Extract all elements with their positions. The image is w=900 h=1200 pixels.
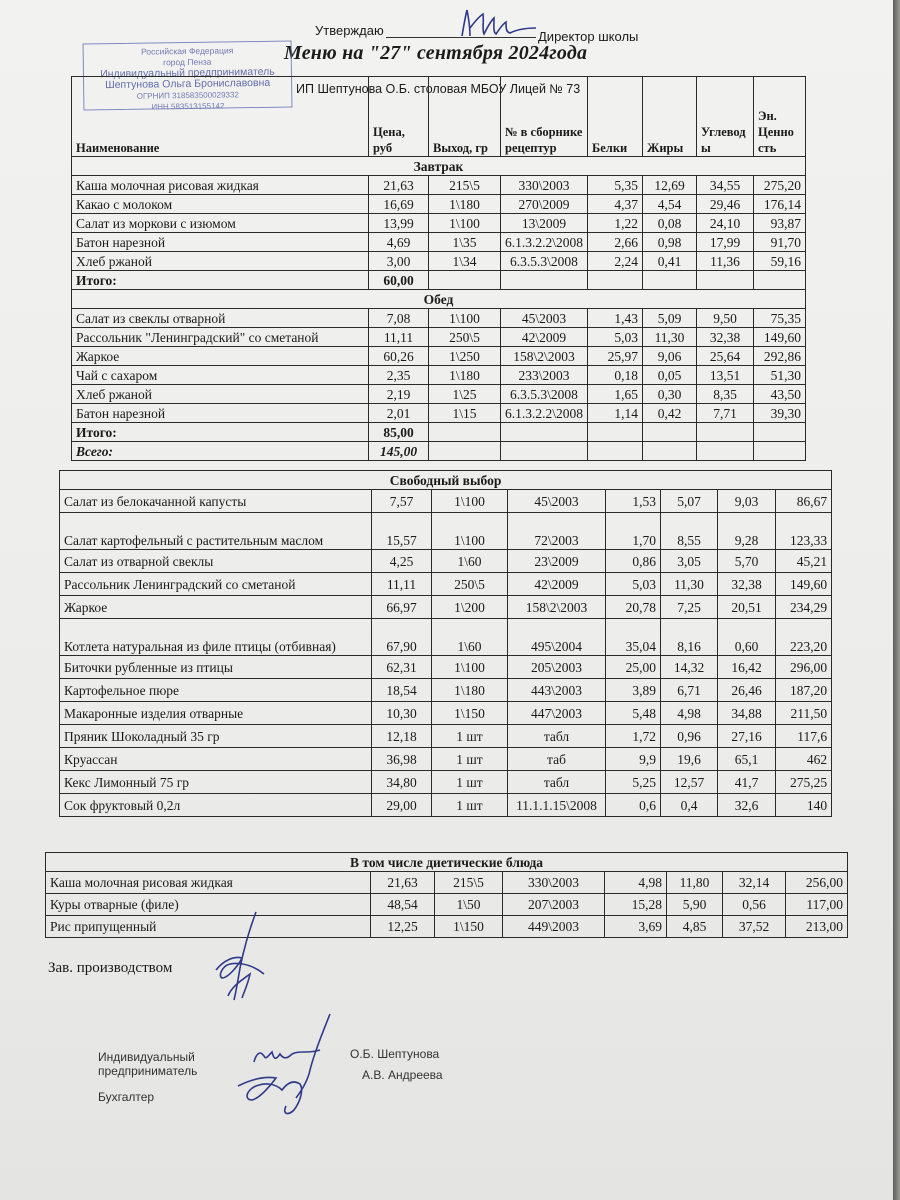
breakfast-row xyxy=(72,252,806,271)
stamp-line: Индивидуальный предприниматель xyxy=(100,65,275,81)
yield: 1\150 xyxy=(432,702,508,725)
carbs: 17,99 xyxy=(697,233,754,252)
section-free-choice: Свободный выбор xyxy=(60,471,832,490)
energy: 93,87 xyxy=(754,214,806,233)
energy: 45,21 xyxy=(776,550,832,573)
lunch-row xyxy=(72,404,806,423)
carbs: 32,38 xyxy=(718,573,776,596)
director-label: Директор школы xyxy=(538,29,639,44)
energy: 39,30 xyxy=(754,404,806,423)
item-name: Салат из отварной свеклы xyxy=(60,550,372,573)
carbs: 25,64 xyxy=(697,347,754,366)
item-name: Жаркое xyxy=(60,596,372,619)
energy: 211,50 xyxy=(776,702,832,725)
item-name: Кекс Лимонный 75 гр xyxy=(60,771,372,794)
protein: 5,03 xyxy=(606,573,661,596)
free-choice-row xyxy=(60,794,832,817)
item-name: Пряник Шоколадный 35 гр xyxy=(60,725,372,748)
production-signature-icon xyxy=(198,908,273,1003)
fat: 11,30 xyxy=(643,328,697,347)
fat: 0,96 xyxy=(661,725,718,748)
price: 15,57 xyxy=(372,513,432,550)
protein: 35,04 xyxy=(606,619,661,656)
header-protein: Белки xyxy=(588,77,643,157)
energy: 223,20 xyxy=(776,619,832,656)
yield: 1\25 xyxy=(429,385,501,404)
yield: 1\180 xyxy=(429,195,501,214)
lunch-row xyxy=(72,328,806,347)
carbs: 9,50 xyxy=(697,309,754,328)
item-name: Каша молочная рисовая жидкая xyxy=(72,176,369,195)
yield: 1\180 xyxy=(432,679,508,702)
menu-table-diet xyxy=(45,852,848,938)
item-name: Какао с молоком xyxy=(72,195,369,214)
header-energy: Эн. Ценно сть xyxy=(754,77,806,157)
fat: 12,57 xyxy=(661,771,718,794)
fat: 5,90 xyxy=(667,894,723,916)
total-row xyxy=(72,271,806,290)
page-edge-shadow xyxy=(893,0,900,1200)
recipe-number: 207\2003 xyxy=(503,894,605,916)
director-signature-icon xyxy=(448,6,538,40)
grand-total-row xyxy=(72,442,806,461)
price: 3,00 xyxy=(369,252,429,271)
protein: 2,24 xyxy=(588,252,643,271)
protein: 1,72 xyxy=(606,725,661,748)
carbs: 32,14 xyxy=(723,872,786,894)
carbs: 11,36 xyxy=(697,252,754,271)
protein: 5,25 xyxy=(606,771,661,794)
protein: 3,89 xyxy=(606,679,661,702)
fat: 4,98 xyxy=(661,702,718,725)
price: 2,35 xyxy=(369,366,429,385)
footer-accountant-name: А.В. Андреева xyxy=(362,1068,443,1082)
lunch-rows xyxy=(72,309,806,423)
fat: 4,54 xyxy=(643,195,697,214)
carbs: 24,10 xyxy=(697,214,754,233)
total-label: Итого: xyxy=(72,271,369,290)
protein: 4,98 xyxy=(605,872,667,894)
free-choice-row xyxy=(60,656,832,679)
yield: 1\100 xyxy=(432,513,508,550)
recipe-number: 6.1.3.2.2\2008 xyxy=(501,404,588,423)
energy: 75,35 xyxy=(754,309,806,328)
recipe-number: 495\2004 xyxy=(508,619,606,656)
energy: 275,25 xyxy=(776,771,832,794)
item-name: Рис припущенный xyxy=(46,916,371,938)
item-name: Салат из моркови с изюмом xyxy=(72,214,369,233)
recipe-number: 42\2009 xyxy=(508,573,606,596)
total-label: Итого: xyxy=(72,423,369,442)
total-row xyxy=(72,423,806,442)
stamp-line: Шептунова Ольга Брониславовна xyxy=(104,76,271,92)
lunch-row xyxy=(72,385,806,404)
fat: 3,05 xyxy=(661,550,718,573)
carbs: 34,88 xyxy=(718,702,776,725)
fat: 0,4 xyxy=(661,794,718,817)
yield: 1 шт xyxy=(432,794,508,817)
price: 12,25 xyxy=(371,916,435,938)
protein: 1,14 xyxy=(588,404,643,423)
carbs: 9,28 xyxy=(718,513,776,550)
recipe-number: 23\2009 xyxy=(508,550,606,573)
organization-name: ИП Шептунова О.Б. столовая МБОУ Лицей № 73 xyxy=(296,82,581,96)
item-name: Чай с сахаром xyxy=(72,366,369,385)
fat: 0,30 xyxy=(643,385,697,404)
price: 21,63 xyxy=(371,872,435,894)
recipe-number: 233\2003 xyxy=(501,366,588,385)
yield: 250\5 xyxy=(432,573,508,596)
energy: 176,14 xyxy=(754,195,806,214)
carbs: 41,7 xyxy=(718,771,776,794)
protein: 5,48 xyxy=(606,702,661,725)
free-choice-row xyxy=(60,573,832,596)
carbs: 27,16 xyxy=(718,725,776,748)
protein: 0,18 xyxy=(588,366,643,385)
energy: 234,29 xyxy=(776,596,832,619)
menu-table-main xyxy=(71,76,806,461)
protein: 3,69 xyxy=(605,916,667,938)
protein: 0,86 xyxy=(606,550,661,573)
fat: 5,09 xyxy=(643,309,697,328)
recipe-number: табл xyxy=(508,771,606,794)
section-row xyxy=(72,290,806,309)
item-name: Биточки рубленные из птицы xyxy=(60,656,372,679)
yield: 1\180 xyxy=(429,366,501,385)
energy: 117,00 xyxy=(786,894,848,916)
item-name: Хлеб ржаной xyxy=(72,385,369,404)
table-header-row xyxy=(72,77,806,157)
energy: 296,00 xyxy=(776,656,832,679)
yield: 215\5 xyxy=(429,176,501,195)
fat: 12,69 xyxy=(643,176,697,195)
protein: 9,9 xyxy=(606,748,661,771)
protein: 25,00 xyxy=(606,656,661,679)
yield: 1\100 xyxy=(432,656,508,679)
recipe-number: 330\2003 xyxy=(501,176,588,195)
protein: 5,03 xyxy=(588,328,643,347)
fat: 0,42 xyxy=(643,404,697,423)
fat: 9,06 xyxy=(643,347,697,366)
yield: 1\100 xyxy=(432,490,508,513)
energy: 123,33 xyxy=(776,513,832,550)
energy: 149,60 xyxy=(776,573,832,596)
yield: 1\50 xyxy=(435,894,503,916)
energy: 256,00 xyxy=(786,872,848,894)
yield: 1\34 xyxy=(429,252,501,271)
footer-ip-name: О.Б. Шептунова xyxy=(350,1047,440,1061)
section-row xyxy=(60,471,832,490)
recipe-number: 13\2009 xyxy=(501,214,588,233)
yield: 1\15 xyxy=(429,404,501,423)
breakfast-row xyxy=(72,195,806,214)
item-name: Хлеб ржаной xyxy=(72,252,369,271)
carbs: 9,03 xyxy=(718,490,776,513)
yield: 215\5 xyxy=(435,872,503,894)
lunch-row xyxy=(72,366,806,385)
price: 36,98 xyxy=(372,748,432,771)
fat: 0,05 xyxy=(643,366,697,385)
price: 34,80 xyxy=(372,771,432,794)
yield: 1\35 xyxy=(429,233,501,252)
recipe-number: 449\2003 xyxy=(503,916,605,938)
item-name: Макаронные изделия отварные xyxy=(60,702,372,725)
item-name: Батон нарезной xyxy=(72,404,369,423)
yield: 1 шт xyxy=(432,748,508,771)
carbs: 0,56 xyxy=(723,894,786,916)
item-name: Салат из свеклы отварной xyxy=(72,309,369,328)
recipe-number: 6.3.5.3\2008 xyxy=(501,252,588,271)
free-choice-rows xyxy=(60,490,832,817)
price: 60,26 xyxy=(369,347,429,366)
header-carbs: Углевод ы xyxy=(697,77,754,157)
price: 18,54 xyxy=(372,679,432,702)
footer-ip-line: предприниматель xyxy=(98,1064,198,1078)
header-recipe: № в сборнике рецептур xyxy=(501,77,588,157)
item-name: Каша молочная рисовая жидкая xyxy=(46,872,371,894)
section-lunch: Обед xyxy=(72,290,806,309)
stamp-line: ОГРНИП 318583500029332 xyxy=(136,90,239,101)
carbs: 7,71 xyxy=(697,404,754,423)
price: 11,11 xyxy=(372,573,432,596)
free-choice-row xyxy=(60,771,832,794)
energy: 462 xyxy=(776,748,832,771)
protein: 1,43 xyxy=(588,309,643,328)
grand-total-value: 145,00 xyxy=(369,442,429,461)
breakfast-rows xyxy=(72,176,806,271)
item-name: Сок фруктовый 0,2л xyxy=(60,794,372,817)
price: 10,30 xyxy=(372,702,432,725)
protein: 0,6 xyxy=(606,794,661,817)
protein: 1,65 xyxy=(588,385,643,404)
free-choice-row xyxy=(60,702,832,725)
price: 4,69 xyxy=(369,233,429,252)
recipe-number: 447\2003 xyxy=(508,702,606,725)
free-choice-row xyxy=(60,748,832,771)
carbs: 29,46 xyxy=(697,195,754,214)
energy: 187,20 xyxy=(776,679,832,702)
protein: 2,66 xyxy=(588,233,643,252)
footer-signatures-icon xyxy=(230,1010,355,1120)
price: 29,00 xyxy=(372,794,432,817)
recipe-number: 158\2\2003 xyxy=(508,596,606,619)
breakfast-row xyxy=(72,214,806,233)
price: 11,11 xyxy=(369,328,429,347)
free-choice-row xyxy=(60,596,832,619)
price: 4,25 xyxy=(372,550,432,573)
fat: 14,32 xyxy=(661,656,718,679)
energy: 59,16 xyxy=(754,252,806,271)
recipe-number: 270\2009 xyxy=(501,195,588,214)
carbs: 32,6 xyxy=(718,794,776,817)
section-diet: В том числе диетические блюда xyxy=(46,853,848,872)
recipe-number: 158\2\2003 xyxy=(501,347,588,366)
free-choice-row xyxy=(60,550,832,573)
protein: 4,37 xyxy=(588,195,643,214)
footer-ip-line: Индивидуальный xyxy=(98,1050,195,1064)
protein: 1,70 xyxy=(606,513,661,550)
yield: 1\100 xyxy=(429,214,501,233)
energy: 213,00 xyxy=(786,916,848,938)
protein: 25,97 xyxy=(588,347,643,366)
carbs: 32,38 xyxy=(697,328,754,347)
free-choice-row xyxy=(60,490,832,513)
carbs: 8,35 xyxy=(697,385,754,404)
energy: 51,30 xyxy=(754,366,806,385)
fat: 0,98 xyxy=(643,233,697,252)
yield: 1 шт xyxy=(432,771,508,794)
diet-row xyxy=(46,894,848,916)
price: 16,69 xyxy=(369,195,429,214)
free-choice-row xyxy=(60,725,832,748)
price: 7,57 xyxy=(372,490,432,513)
carbs: 34,55 xyxy=(697,176,754,195)
fat: 19,6 xyxy=(661,748,718,771)
diet-row xyxy=(46,872,848,894)
price: 13,99 xyxy=(369,214,429,233)
carbs: 16,42 xyxy=(718,656,776,679)
head-of-production-label: Зав. производством xyxy=(48,960,173,976)
item-name: Куры отварные (филе) xyxy=(46,894,371,916)
price: 62,31 xyxy=(372,656,432,679)
price: 7,08 xyxy=(369,309,429,328)
item-name: Котлета натуральная из филе птицы (отбивная) xyxy=(60,619,372,656)
header-name: Наименование xyxy=(72,77,369,157)
yield: 1\200 xyxy=(432,596,508,619)
price: 2,01 xyxy=(369,404,429,423)
recipe-number: 443\2003 xyxy=(508,679,606,702)
energy: 275,20 xyxy=(754,176,806,195)
price: 21,63 xyxy=(369,176,429,195)
price: 66,97 xyxy=(372,596,432,619)
diet-rows xyxy=(46,872,848,938)
yield: 250\5 xyxy=(429,328,501,347)
fat: 8,55 xyxy=(661,513,718,550)
carbs: 0,60 xyxy=(718,619,776,656)
carbs: 65,1 xyxy=(718,748,776,771)
fat: 11,30 xyxy=(661,573,718,596)
carbs: 37,52 xyxy=(723,916,786,938)
recipe-number: таб xyxy=(508,748,606,771)
fat: 4,85 xyxy=(667,916,723,938)
yield: 1\60 xyxy=(432,550,508,573)
section-row xyxy=(46,853,848,872)
stamp-line: ИНН 583513155142 xyxy=(151,101,225,112)
energy: 43,50 xyxy=(754,385,806,404)
yield: 1\100 xyxy=(429,309,501,328)
item-name: Круассан xyxy=(60,748,372,771)
section-breakfast: Завтрак xyxy=(72,157,806,176)
grand-total-label: Всего: xyxy=(72,442,369,461)
footer-accountant-label: Бухгалтер xyxy=(98,1090,155,1104)
recipe-number: 6.3.5.3\2008 xyxy=(501,385,588,404)
stamp-line: город Пенза xyxy=(163,56,212,68)
fat: 0,08 xyxy=(643,214,697,233)
protein: 5,35 xyxy=(588,176,643,195)
recipe-number: 72\2003 xyxy=(508,513,606,550)
stamp-line: Российская Федерация xyxy=(140,45,234,57)
fat: 6,71 xyxy=(661,679,718,702)
recipe-number: 330\2003 xyxy=(503,872,605,894)
header-price: Цена, руб xyxy=(369,77,429,157)
fat: 11,80 xyxy=(667,872,723,894)
page-title: Меню на "27" сентября 2024года xyxy=(284,42,588,64)
energy: 149,60 xyxy=(754,328,806,347)
menu-table-free-choice xyxy=(59,470,832,817)
lunch-row xyxy=(72,347,806,366)
energy: 86,67 xyxy=(776,490,832,513)
fat: 0,41 xyxy=(643,252,697,271)
recipe-number: 45\2003 xyxy=(501,309,588,328)
energy: 117,6 xyxy=(776,725,832,748)
lunch-row xyxy=(72,309,806,328)
fat: 5,07 xyxy=(661,490,718,513)
energy: 140 xyxy=(776,794,832,817)
yield: 1\250 xyxy=(429,347,501,366)
recipe-number: 45\2003 xyxy=(508,490,606,513)
item-name: Салат из белокачанной капусты xyxy=(60,490,372,513)
price: 67,90 xyxy=(372,619,432,656)
yield: 1\60 xyxy=(432,619,508,656)
carbs: 20,51 xyxy=(718,596,776,619)
header-yield: Выход, гр xyxy=(429,77,501,157)
protein: 20,78 xyxy=(606,596,661,619)
approve-label: Утверждаю xyxy=(315,23,384,38)
recipe-number: табл xyxy=(508,725,606,748)
free-choice-row xyxy=(60,679,832,702)
protein: 1,22 xyxy=(588,214,643,233)
fat: 7,25 xyxy=(661,596,718,619)
item-name: Рассольник Ленинградский со сметаной xyxy=(60,573,372,596)
header-fat: Жиры xyxy=(643,77,697,157)
item-name: Салат картофельный с растительным маслом xyxy=(60,513,372,550)
section-row xyxy=(72,157,806,176)
item-name: Жаркое xyxy=(72,347,369,366)
recipe-number: 6.1.3.2.2\2008 xyxy=(501,233,588,252)
energy: 91,70 xyxy=(754,233,806,252)
protein: 15,28 xyxy=(605,894,667,916)
item-name: Рассольник "Ленинградский" со сметаной xyxy=(72,328,369,347)
price: 48,54 xyxy=(371,894,435,916)
yield: 1 шт xyxy=(432,725,508,748)
fat: 8,16 xyxy=(661,619,718,656)
total-value: 60,00 xyxy=(369,271,429,290)
free-choice-row xyxy=(60,513,832,550)
recipe-number: 42\2009 xyxy=(501,328,588,347)
carbs: 26,46 xyxy=(718,679,776,702)
item-name: Батон нарезной xyxy=(72,233,369,252)
free-choice-row xyxy=(60,619,832,656)
yield: 1\150 xyxy=(435,916,503,938)
footer-ip-label xyxy=(98,1050,197,1078)
protein: 1,53 xyxy=(606,490,661,513)
carbs: 13,51 xyxy=(697,366,754,385)
recipe-number: 11.1.1.15\2008 xyxy=(508,794,606,817)
recipe-number: 205\2003 xyxy=(508,656,606,679)
price: 2,19 xyxy=(369,385,429,404)
energy: 292,86 xyxy=(754,347,806,366)
diet-row xyxy=(46,916,848,938)
breakfast-row xyxy=(72,176,806,195)
total-value: 85,00 xyxy=(369,423,429,442)
breakfast-row xyxy=(72,233,806,252)
item-name: Картофельное пюре xyxy=(60,679,372,702)
carbs: 5,70 xyxy=(718,550,776,573)
price: 12,18 xyxy=(372,725,432,748)
